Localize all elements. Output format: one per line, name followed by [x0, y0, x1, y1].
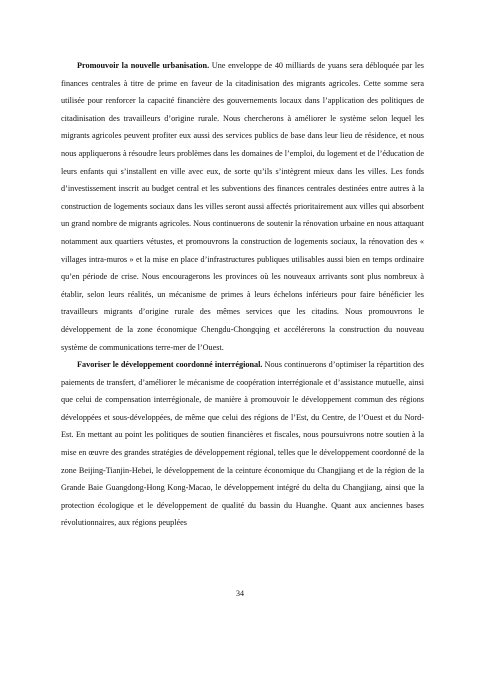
paragraph-body: Nous continuerons d’optimiser la répartition des paiements de transfert, d’améliorer le mécanisme de coopération interrégionale et d’assistance mutuelle, ainsi que celui de compensation interrégionale, de manière à promouvoir le développement commun des régions développées et sous-développées, de même que celui des régions de l’Est, du Centre, de l’Ouest et du Nord-Est. En mettant au point les politiques de soutien financières et fiscales, nous poursuivrons notre soutien à la mise en œuvre des grandes stratégies de développement régional, telles que le développement coordonné de la zone Beijing-Tianjin-Hebei, le développement de la ceinture économique du Changjiang et de la région de la Grande Baie Guangdong-Hong Kong-Macao, le développement intégré du delta du Changjiang, ainsi que la protection écologique et le développement de qualité du bassin du Huanghe. Quant aux anciennes bases révolutionnaires, aux régions peuplées [61, 360, 424, 528]
paragraph-heading: Promouvoir la nouvelle urbanisation. [77, 61, 210, 70]
paragraph-regional-development [61, 356, 424, 532]
page-number: 34 [236, 589, 244, 598]
paragraph-heading: Favoriser le développement coordonné interrégional. [77, 360, 263, 370]
paragraph-new-urbanization [61, 57, 424, 356]
body-text [61, 57, 424, 532]
paragraph-body: Une enveloppe de 40 milliards de yuans sera débloquée par les finances centrales à titre de prime en faveur de la citadinisation des migrants agricoles. Cette somme sera utilisée pour renforcer la capacité financière des gouvernements locaux dans l’application des politiques de citadinisation des travailleurs d’origine rurale. Nous chercherons à améliorer le système selon lequel les migrants agricoles peuvent profiter eux aussi des services publics de base dans leur lieu de résidence, et nous nous appliquerons à résoudre leurs problèmes dans les domaines de l’emploi, du logement et de l’éducation de leurs enfants qui s’installent en ville avec eux, de sorte qu’ils s’intègrent mieux dans les villes. Les fonds d’investissement inscrit au budget central et les subventions des finances centrales destinées entre autres à la construction de logements sociaux dans les villes seront aussi affectés prioritairement aux villes qui absorbent un grand nombre de migrants agricoles. Nous continuerons de soutenir la rénovation urbaine en nous attaquant notamment aux quartiers vétustes, et promouvrons la construction de logements sociaux, la rénovation des « villages intra-muros » et la mise en place d’infrastructures publiques utilisables aussi bien en temps ordinaire qu’en période de crise. Nous encouragerons les provinces où les nouveaux arrivants sont plus nombreux à établir, selon leurs réalités, un mécanisme de primes à leurs échelons inférieurs pour faire bénéficier les travailleurs migrants d’origine rurale des mêmes services que les citadins. Nous promouvrons le développement de la zone économique Chengdu-Chongqing et accélérerons la construction du nouveau système de communications terre-mer de l’Ouest. [61, 61, 424, 352]
